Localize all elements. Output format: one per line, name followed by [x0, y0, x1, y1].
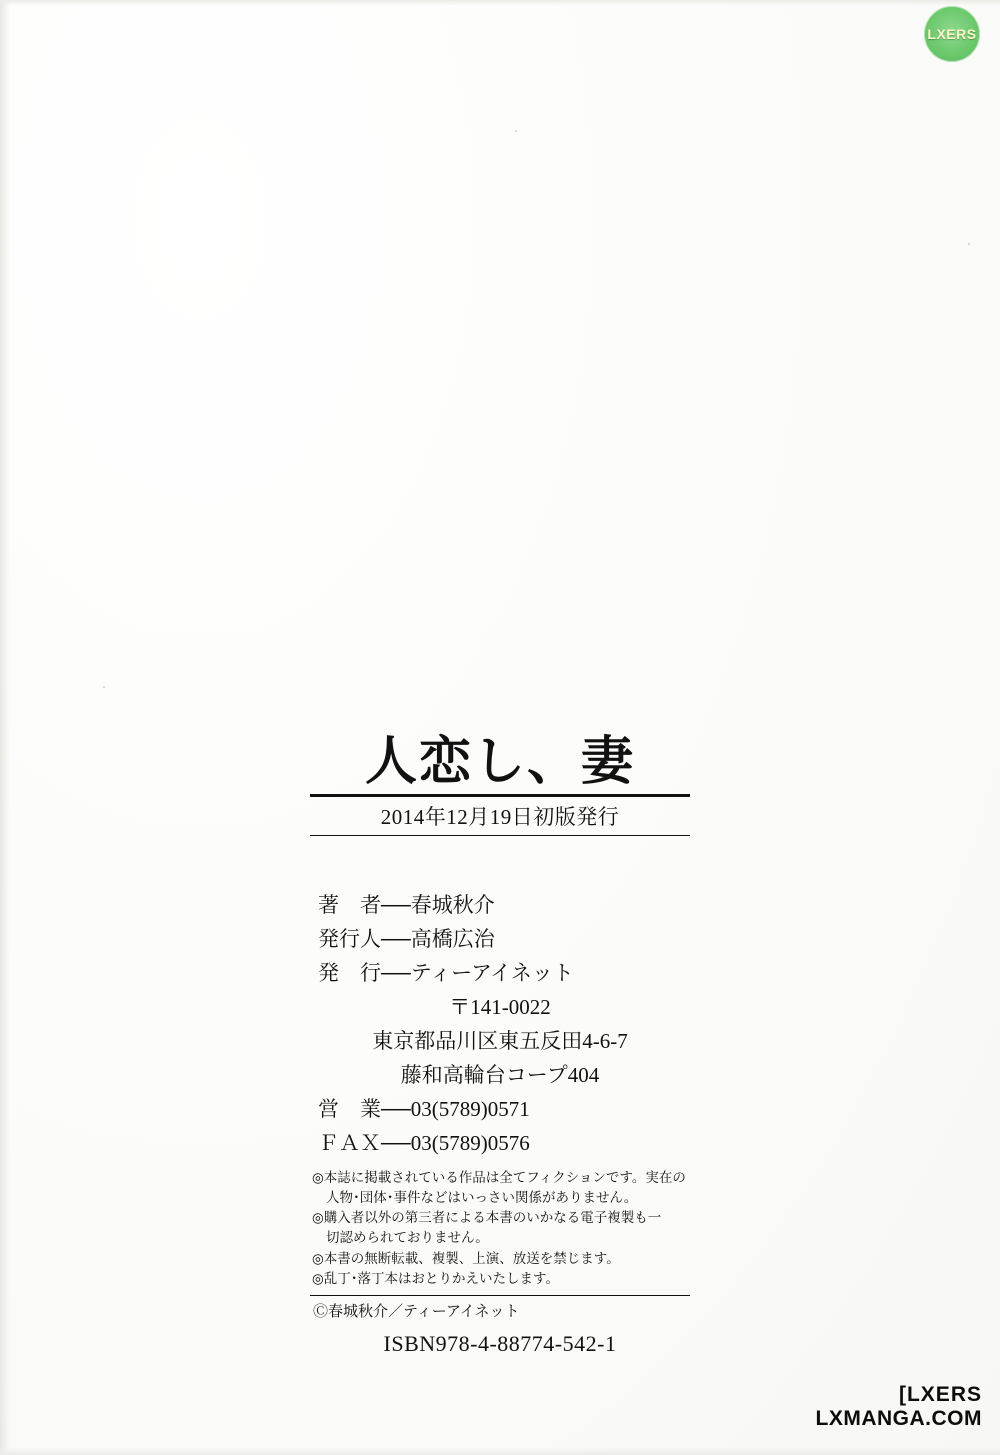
colophon-block	[0, 731, 1000, 1357]
publication-date: 2014年12月19日初版発行	[380, 804, 620, 829]
credits-block	[310, 888, 690, 1160]
credit-publisher-person: 発行人──高橋広治	[318, 926, 495, 951]
legal-note-2: ◎購入者以外の第三者による本書のいかなる電子複製も一	[312, 1210, 662, 1226]
address-line-2: 藤和高輪台コープ404	[400, 1062, 600, 1087]
title-rule-thin	[310, 835, 690, 836]
credit-author: 著 者──春城秋介	[318, 892, 495, 917]
contact-sales-phone: 営 業──03(5789)0571	[318, 1096, 530, 1121]
site-watermark-brand: [LXERS	[898, 1382, 982, 1406]
lxers-watermark-label: LXERS	[927, 26, 977, 42]
copyright-line: Ⓒ春城秋介／ティーアイネット	[313, 1304, 520, 1321]
title-block	[310, 731, 690, 836]
book-title: 人恋し、妻	[364, 731, 635, 792]
site-watermark-domain: LXMANGA.COM	[815, 1406, 982, 1430]
paper-speck	[103, 686, 105, 688]
legal-note-1-cont: 人物･団体･事件などはいっさい関係がありません。	[326, 1189, 638, 1205]
address-line-1: 東京都品川区東五反田4-6-7	[372, 1028, 628, 1053]
legal-note-3: ◎本書の無断転載、複製、上演、放送を禁じます。	[312, 1250, 620, 1266]
lxers-watermark-badge	[924, 6, 980, 62]
page-edge-top	[0, 0, 1000, 6]
title-rule-thick	[310, 794, 690, 797]
address-postal-code: 〒141-0022	[449, 994, 551, 1019]
legal-notes	[308, 1168, 692, 1290]
credit-publisher: 発 行──ティーアイネット	[318, 960, 574, 985]
paper-speck	[515, 130, 517, 132]
page-edge-bottom	[0, 1447, 1000, 1455]
copyright-rule	[310, 1295, 690, 1296]
paper-speck	[968, 243, 970, 245]
isbn-line: ISBN978-4-88774-542-1	[383, 1331, 617, 1357]
legal-note-4: ◎乱丁･落丁本はおとりかえいたします。	[312, 1270, 559, 1286]
legal-note-2-cont: 切認められておりません。	[326, 1230, 489, 1246]
site-watermark	[816, 1383, 983, 1431]
contact-fax: ＦＡＸ──03(5789)0576	[318, 1130, 530, 1155]
legal-note-1: ◎本誌に掲載されている作品は全てフィクションです。実在の	[312, 1169, 686, 1185]
